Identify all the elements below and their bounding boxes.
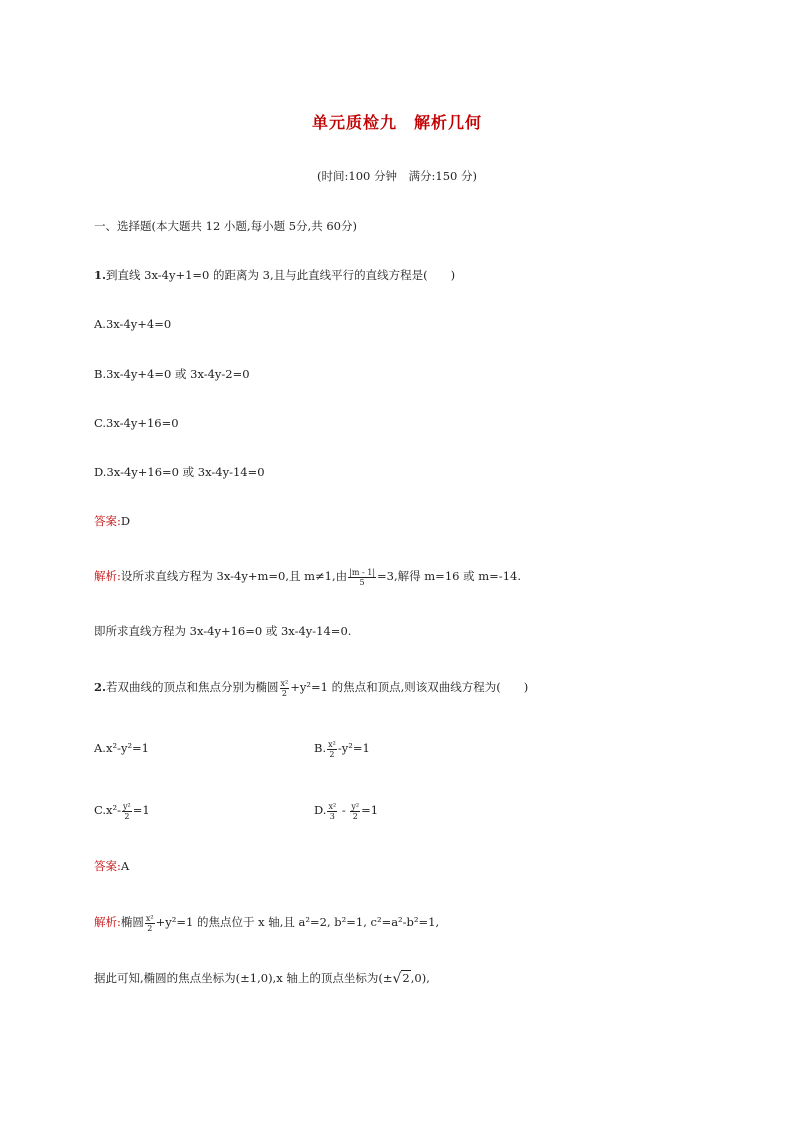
analysis-text: 设所求直线方程为 3x-4y+m=0,且 m≠1,由 [120, 569, 348, 583]
fraction-denominator: 2 [329, 749, 335, 759]
fraction-denominator: 5 [359, 577, 365, 587]
option-row-ab [94, 738, 370, 759]
option-label: C.x²- [94, 803, 122, 817]
option-d [314, 800, 378, 821]
answer-line [94, 511, 130, 531]
section-heading: 一、选择题(本大题共 12 小题,每小题 5分,共 60分) [94, 219, 357, 233]
option-text: =1 [132, 803, 150, 817]
fraction-denominator: 2 [124, 811, 130, 821]
option-b: B.3x-4y+4=0 或 3x-4y-2=0 [94, 367, 250, 381]
fraction-denominator: 2 [352, 811, 358, 821]
fraction-numerator: |m - 1| [349, 567, 376, 577]
analysis-text: =3,解得 m=16 或 m=-14. [377, 569, 521, 583]
option-d: D.3x-4y+16=0 或 3x-4y-14=0 [94, 465, 265, 479]
fraction-denominator: 2 [281, 688, 287, 698]
fraction-denominator: 2 [147, 923, 153, 933]
fraction [348, 568, 376, 587]
option-text: -y²=1 [337, 741, 370, 755]
analysis-label: 解析: [94, 915, 121, 929]
answer-line [94, 856, 129, 876]
fraction-denominator: 3 [329, 811, 335, 821]
analysis-text: ,0), [410, 971, 430, 985]
fraction [327, 802, 337, 821]
fraction-numerator: y² [351, 801, 360, 811]
option-label: D. [314, 803, 327, 817]
option-row-cd [94, 800, 379, 821]
page-title: 单元质检九 解析几何 [311, 113, 482, 132]
option-c [94, 801, 150, 821]
fraction [122, 802, 132, 821]
fraction [350, 802, 360, 821]
analysis-text: 椭圆 [120, 915, 144, 929]
analysis-line-2 [94, 968, 430, 989]
fraction [280, 679, 290, 698]
analysis-text: 据此可知,椭圆的焦点坐标为(±1,0),x 轴上的顶点坐标为(± [94, 971, 393, 985]
answer-label: 答案: [94, 859, 121, 873]
question-2-stem [94, 677, 528, 698]
answer-value: D [120, 514, 131, 528]
answer-label: 答案: [94, 514, 121, 528]
question-number: 2. [94, 680, 107, 694]
analysis-line-2: 即所求直线方程为 3x-4y+16=0 或 3x-4y-14=0. [94, 624, 352, 638]
square-root [392, 968, 410, 989]
question-text: 到直线 3x-4y+1=0 的距离为 3,且与此直线平行的直线方程是( ) [106, 268, 456, 282]
fraction-numerator: y² [123, 801, 131, 811]
question-number: 1. [94, 268, 107, 282]
question-text: +y²=1 的焦点和顶点,则该双曲线方程为( ) [290, 680, 529, 694]
fraction-numerator: x² [328, 739, 336, 749]
radicand: 2 [402, 971, 410, 985]
analysis-label: 解析: [94, 569, 121, 583]
analysis-line-1 [94, 912, 439, 933]
page-subtitle: (时间:100 分钟 满分:150 分) [317, 169, 477, 183]
fraction-numerator: x² [145, 913, 154, 923]
fraction [145, 914, 155, 933]
option-a: A.x²-y²=1 [94, 741, 150, 755]
option-b [314, 738, 370, 759]
radical-sign-icon: √ [392, 971, 402, 987]
option-label: B. [314, 741, 327, 755]
question-text: 若双曲线的顶点和焦点分别为椭圆 [106, 680, 279, 694]
option-c: C.3x-4y+16=0 [94, 416, 179, 430]
fraction [327, 740, 337, 759]
option-text: =1 [361, 803, 379, 817]
fraction-numerator: x² [280, 678, 289, 688]
analysis-text: +y²=1 的焦点位于 x 轴,且 a²=2, b²=1, c²=a²-b²=1, [155, 915, 440, 929]
analysis-line-1 [94, 566, 521, 587]
fraction-numerator: x² [328, 801, 337, 811]
option-a: A.3x-4y+4=0 [94, 317, 172, 331]
question-1-stem [94, 265, 455, 285]
answer-value: A [120, 859, 130, 873]
option-text: - [338, 803, 350, 817]
